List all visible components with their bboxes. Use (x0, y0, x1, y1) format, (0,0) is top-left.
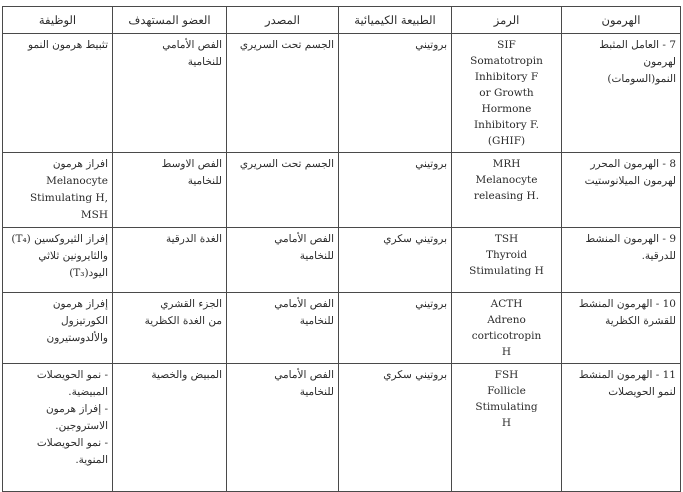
chemical-nature-cell-line: بروتيني (415, 298, 447, 310)
source-cell (227, 364, 339, 492)
hormone-cell-line: للقشرة الكظرية (605, 315, 676, 327)
target-organ-cell (113, 364, 227, 492)
function-cell-line: والألدوستيرون (46, 332, 108, 344)
symbol-cell-line: Melanocyte (475, 174, 538, 186)
hormone-cell-line: 9 - الهرمون المنشط (585, 233, 676, 245)
header-symbol: الرمز (452, 7, 562, 34)
function-cell-line: والثايرونين ثلاثي (38, 250, 108, 262)
function-cell (3, 153, 113, 228)
target-organ-cell-line: الفص الاوسط (161, 158, 222, 170)
symbol-cell-line: Inhibitory F (474, 71, 539, 83)
header-target-organ: العضو المستهدف (113, 7, 227, 34)
chemical-nature-cell-line: بروتيني (415, 39, 447, 51)
function-cell-line: - نمو الحويصلات (36, 369, 108, 381)
function-cell (3, 364, 113, 492)
function-cell (3, 34, 113, 153)
symbol-cell (452, 293, 562, 364)
function-cell-line: تثبيط هرمون النمو (28, 39, 108, 51)
hormone-cell-line: 7 - العامل المثبط (599, 39, 676, 51)
target-organ-cell (113, 153, 227, 228)
source-cell-line: الفص الأمامي (274, 298, 334, 310)
symbol-cell-line: H (501, 346, 512, 358)
symbol-cell (452, 153, 562, 228)
function-cell-line: Melanocyte (46, 175, 108, 187)
hormone-cell-line: النمو(السومات) (607, 73, 676, 85)
header-hormone: الهرمون (562, 7, 681, 34)
header-chemical-nature: الطبيعة الكيميائية (339, 7, 452, 34)
chemical-nature-cell-line: بروتيني سكري (383, 233, 447, 245)
target-organ-cell-line: من الغدة الكظرية (144, 315, 222, 327)
symbol-cell-line: Somatotropin (470, 55, 543, 67)
hormone-cell-line: لنمو الحويصلات (608, 386, 676, 398)
source-cell-line: للنخامية (299, 250, 334, 262)
hormone-cell-line: للدرقية. (641, 250, 676, 262)
header-source: المصدر (227, 7, 339, 34)
table-row (3, 228, 681, 293)
function-cell-line: - نمو الحويصلات (36, 437, 108, 449)
function-cell (3, 293, 113, 364)
hormone-cell (562, 34, 681, 153)
hormone-table (2, 6, 681, 492)
header-function: الوظيفة (3, 7, 113, 34)
symbol-cell-line: Follicle Stimulating (475, 385, 538, 413)
chemical-nature-cell (339, 228, 452, 293)
function-cell-line: إفراز الثيروكسين (T₄) (11, 233, 108, 245)
function-cell-line: Stimulating H, MSH (29, 192, 108, 221)
target-organ-cell-line: الغدة الدرقية (165, 233, 222, 245)
hormone-cell (562, 293, 681, 364)
hormone-cell (562, 153, 681, 228)
symbol-cell (452, 364, 562, 492)
source-cell-line: الفص الأمامي (274, 233, 334, 245)
hormone-cell-line: لهرمون (643, 56, 676, 68)
function-cell-line: المبيضية. (68, 386, 108, 398)
target-organ-cell (113, 34, 227, 153)
source-cell-line: الجسم تحت السريري (239, 158, 334, 170)
table-row (3, 293, 681, 364)
source-cell (227, 153, 339, 228)
target-organ-cell-line: المبيض والخصية (151, 369, 222, 381)
hormone-cell-line: 8 - الهرمون المحرر (590, 158, 676, 170)
source-cell-line: الجسم تحت السريري (239, 39, 334, 51)
symbol-cell-line: FSH (494, 369, 519, 381)
chemical-nature-cell-line: بروتيني (415, 158, 447, 170)
hormone-cell-line: 11 - الهرمون المنشط (578, 369, 676, 381)
source-cell-line: للنخامية (299, 386, 334, 398)
source-cell (227, 293, 339, 364)
function-cell-line: اليود(T₃) (69, 267, 108, 279)
source-cell (227, 34, 339, 153)
chemical-nature-cell (339, 364, 452, 492)
symbol-cell (452, 34, 562, 153)
symbol-cell-line: H (501, 417, 512, 429)
function-cell-line: المنوية. (75, 454, 108, 466)
target-organ-cell (113, 293, 227, 364)
symbol-cell-line: TSH (494, 233, 519, 245)
hormone-cell-line: 10 - الهرمون المنشط (578, 298, 676, 310)
chemical-nature-cell (339, 34, 452, 153)
header-row (3, 7, 681, 34)
table-row (3, 364, 681, 492)
target-organ-cell-line: للنخامية (187, 56, 222, 68)
function-cell-line: - إفراز هرمون (45, 403, 108, 415)
chemical-nature-cell (339, 153, 452, 228)
hormone-cell (562, 364, 681, 492)
symbol-cell-line: ACTH (490, 298, 523, 310)
symbol-cell-line: MRH (492, 158, 521, 170)
symbol-cell-line: releasing H. (473, 190, 540, 202)
symbol-cell-line: Thyroid (485, 249, 528, 261)
symbol-cell-line: Inhibitory F. (GHIF) (474, 119, 539, 147)
target-organ-cell-line: الفص الأمامي (162, 39, 222, 51)
hormone-cell (562, 228, 681, 293)
symbol-cell-line: Adreno corticotropin (471, 314, 542, 342)
chemical-nature-cell (339, 293, 452, 364)
symbol-cell (452, 228, 562, 293)
target-organ-cell-line: الجزء القشري (160, 298, 222, 310)
function-cell-line: الاستروجين. (55, 420, 108, 432)
function-cell-line: الكورتيزول (61, 315, 108, 327)
function-cell-line: افراز هرمون (52, 158, 108, 170)
target-organ-cell (113, 228, 227, 293)
symbol-cell-line: Stimulating H (469, 265, 544, 277)
function-cell (3, 228, 113, 293)
symbol-cell-line: SIF (497, 39, 516, 51)
chemical-nature-cell-line: بروتيني سكري (383, 369, 447, 381)
source-cell (227, 228, 339, 293)
hormone-cell-line: لهرمون الميلانوستيت (584, 175, 676, 187)
target-organ-cell-line: للنخامية (187, 175, 222, 187)
symbol-cell-line: or Growth Hormone (479, 87, 534, 115)
table-row (3, 153, 681, 228)
table-body (3, 34, 681, 492)
source-cell-line: الفص الأمامي (274, 369, 334, 381)
table-row (3, 34, 681, 153)
source-cell-line: للنخامية (299, 315, 334, 327)
function-cell-line: إفراز هرمون (52, 298, 108, 310)
